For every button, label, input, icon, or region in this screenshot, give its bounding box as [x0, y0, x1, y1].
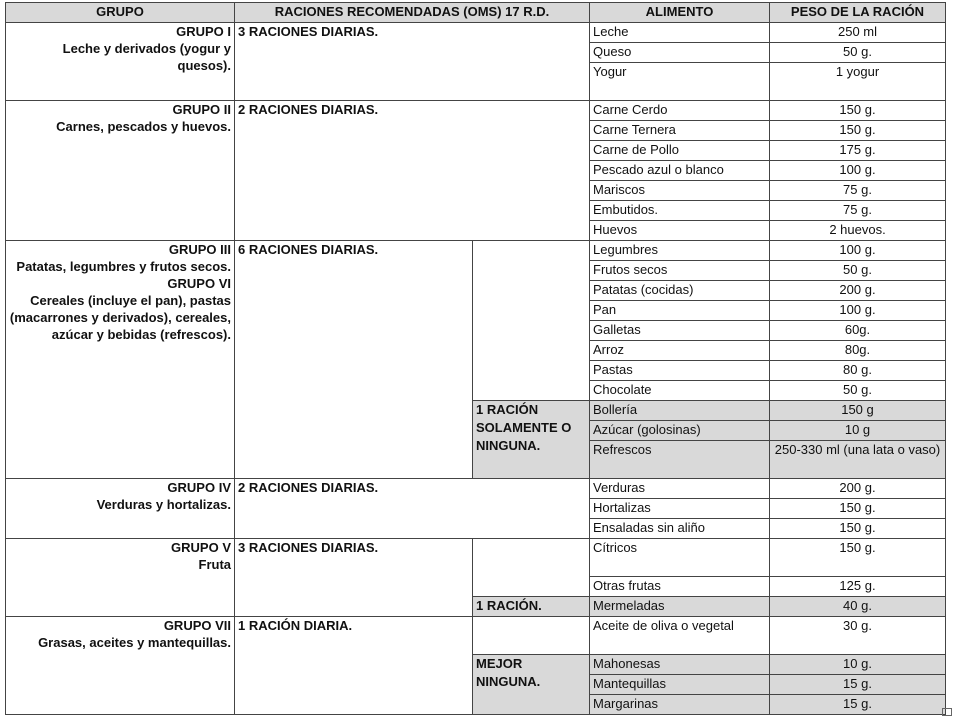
- food-name: Azúcar (golosinas): [590, 421, 770, 441]
- food-weight: 150 g.: [770, 101, 946, 121]
- food-weight: 40 g.: [770, 597, 946, 617]
- group-description: Carnes, pescados y huevos.: [56, 119, 231, 134]
- food-weight: 10 g.: [770, 655, 946, 675]
- recommended-rations: 3 RACIONES DIARIAS.: [235, 539, 473, 617]
- food-name: Carne Ternera: [590, 121, 770, 141]
- food-weight: 80 g.: [770, 361, 946, 381]
- food-name: Ensaladas sin aliño: [590, 519, 770, 539]
- limit-note: MEJOR NINGUNA.: [473, 655, 590, 715]
- group-cell-vii: [6, 617, 235, 715]
- food-name: Chocolate: [590, 381, 770, 401]
- group-title: GRUPO V: [171, 540, 231, 555]
- rations-table: [5, 2, 946, 715]
- food-name: Queso: [590, 43, 770, 63]
- food-weight: 150 g.: [770, 499, 946, 519]
- food-name: Mantequillas: [590, 675, 770, 695]
- limit-note: 1 RACIÓN.: [473, 597, 590, 617]
- recommended-rations: 3 RACIONES DIARIAS.: [235, 23, 590, 101]
- food-name: Bollería: [590, 401, 770, 421]
- group-description: Patatas, legumbres y frutos secos.: [16, 259, 231, 274]
- food-name: Margarinas: [590, 695, 770, 715]
- food-weight: 15 g.: [770, 675, 946, 695]
- food-name: Aceite de oliva o vegetal: [590, 617, 770, 655]
- food-name: Carne de Pollo: [590, 141, 770, 161]
- group-title-secondary: GRUPO VI: [167, 276, 231, 291]
- group-title: GRUPO I: [176, 24, 231, 39]
- food-weight: 100 g.: [770, 161, 946, 181]
- table-row: [6, 23, 946, 43]
- food-weight: 1 yogur: [770, 63, 946, 101]
- limit-note: 1 RACIÓN SOLAMENTE O NINGUNA.: [473, 401, 590, 479]
- group-description: Grasas, aceites y mantequillas.: [38, 635, 231, 650]
- note-empty: [473, 617, 590, 655]
- food-weight: 50 g.: [770, 261, 946, 281]
- group-title: GRUPO IV: [167, 480, 231, 495]
- header-row: [6, 3, 946, 23]
- group-title: GRUPO III: [168, 242, 231, 257]
- header-alimento: ALIMENTO: [590, 3, 770, 23]
- food-name: Pan: [590, 301, 770, 321]
- group-description: Verduras y hortalizas.: [96, 497, 231, 512]
- food-weight: 150 g: [770, 401, 946, 421]
- food-name: Patatas (cocidas): [590, 281, 770, 301]
- food-name: Otras frutas: [590, 577, 770, 597]
- food-weight: 2 huevos.: [770, 221, 946, 241]
- food-weight: 125 g.: [770, 577, 946, 597]
- group-cell-iii-vi: [6, 241, 235, 479]
- group-title: GRUPO II: [172, 102, 231, 117]
- food-weight: 75 g.: [770, 201, 946, 221]
- note-empty: [473, 241, 590, 401]
- food-name: Yogur: [590, 63, 770, 101]
- group-cell-v: [6, 539, 235, 617]
- recommended-rations: 2 RACIONES DIARIAS.: [235, 101, 590, 241]
- food-name: Mermeladas: [590, 597, 770, 617]
- group-description: Leche y derivados (yogur y quesos).: [62, 41, 231, 73]
- food-name: Refrescos: [590, 441, 770, 479]
- food-weight: 150 g.: [770, 121, 946, 141]
- food-weight: 150 g.: [770, 539, 946, 577]
- table-row: [6, 241, 946, 261]
- food-name: Pastas: [590, 361, 770, 381]
- table-row: [6, 539, 946, 577]
- note-empty: [473, 539, 590, 597]
- recommended-rations: 2 RACIONES DIARIAS.: [235, 479, 590, 539]
- food-weight: 15 g.: [770, 695, 946, 715]
- food-name: Mariscos: [590, 181, 770, 201]
- food-name: Huevos: [590, 221, 770, 241]
- food-name: Legumbres: [590, 241, 770, 261]
- food-weight: 50 g.: [770, 381, 946, 401]
- group-title: GRUPO VII: [163, 618, 231, 633]
- food-weight: 100 g.: [770, 241, 946, 261]
- group-cell-i: [6, 23, 235, 101]
- food-name: Embutidos.: [590, 201, 770, 221]
- food-weight: 200 g.: [770, 479, 946, 499]
- food-name: Cítricos: [590, 539, 770, 577]
- food-name: Leche: [590, 23, 770, 43]
- food-weight: 75 g.: [770, 181, 946, 201]
- food-name: Mahonesas: [590, 655, 770, 675]
- table-row: [6, 479, 946, 499]
- food-name: Verduras: [590, 479, 770, 499]
- group-cell-ii: [6, 101, 235, 241]
- food-name: Pescado azul o blanco: [590, 161, 770, 181]
- recommended-rations: 6 RACIONES DIARIAS.: [235, 241, 473, 479]
- table-row: [6, 617, 946, 655]
- recommended-rations: 1 RACIÓN DIARIA.: [235, 617, 473, 715]
- food-weight: 80g.: [770, 341, 946, 361]
- food-name: Arroz: [590, 341, 770, 361]
- food-weight: 175 g.: [770, 141, 946, 161]
- food-weight: 50 g.: [770, 43, 946, 63]
- food-weight: 200 g.: [770, 281, 946, 301]
- food-weight: 60g.: [770, 321, 946, 341]
- food-weight: 10 g: [770, 421, 946, 441]
- food-name: Hortalizas: [590, 499, 770, 519]
- header-peso: PESO DE LA RACIÓN: [770, 3, 946, 23]
- group-description-secondary: Cereales (incluye el pan), pastas (macarrones y derivados), cereales, azúcar y bebidas (refrescos).: [9, 293, 231, 342]
- group-description: Fruta: [198, 557, 231, 572]
- table-row: [6, 101, 946, 121]
- food-weight: 30 g.: [770, 617, 946, 655]
- header-raciones: RACIONES RECOMENDADAS (OMS) 17 R.D.: [235, 3, 590, 23]
- group-cell-iv: [6, 479, 235, 539]
- header-grupo: GRUPO: [6, 3, 235, 23]
- food-weight: 250-330 ml (una lata o vaso): [770, 441, 946, 479]
- resize-handle-icon: [942, 708, 952, 716]
- food-weight: 100 g.: [770, 301, 946, 321]
- food-weight: 250 ml: [770, 23, 946, 43]
- food-weight: 150 g.: [770, 519, 946, 539]
- food-name: Carne Cerdo: [590, 101, 770, 121]
- food-name: Frutos secos: [590, 261, 770, 281]
- food-name: Galletas: [590, 321, 770, 341]
